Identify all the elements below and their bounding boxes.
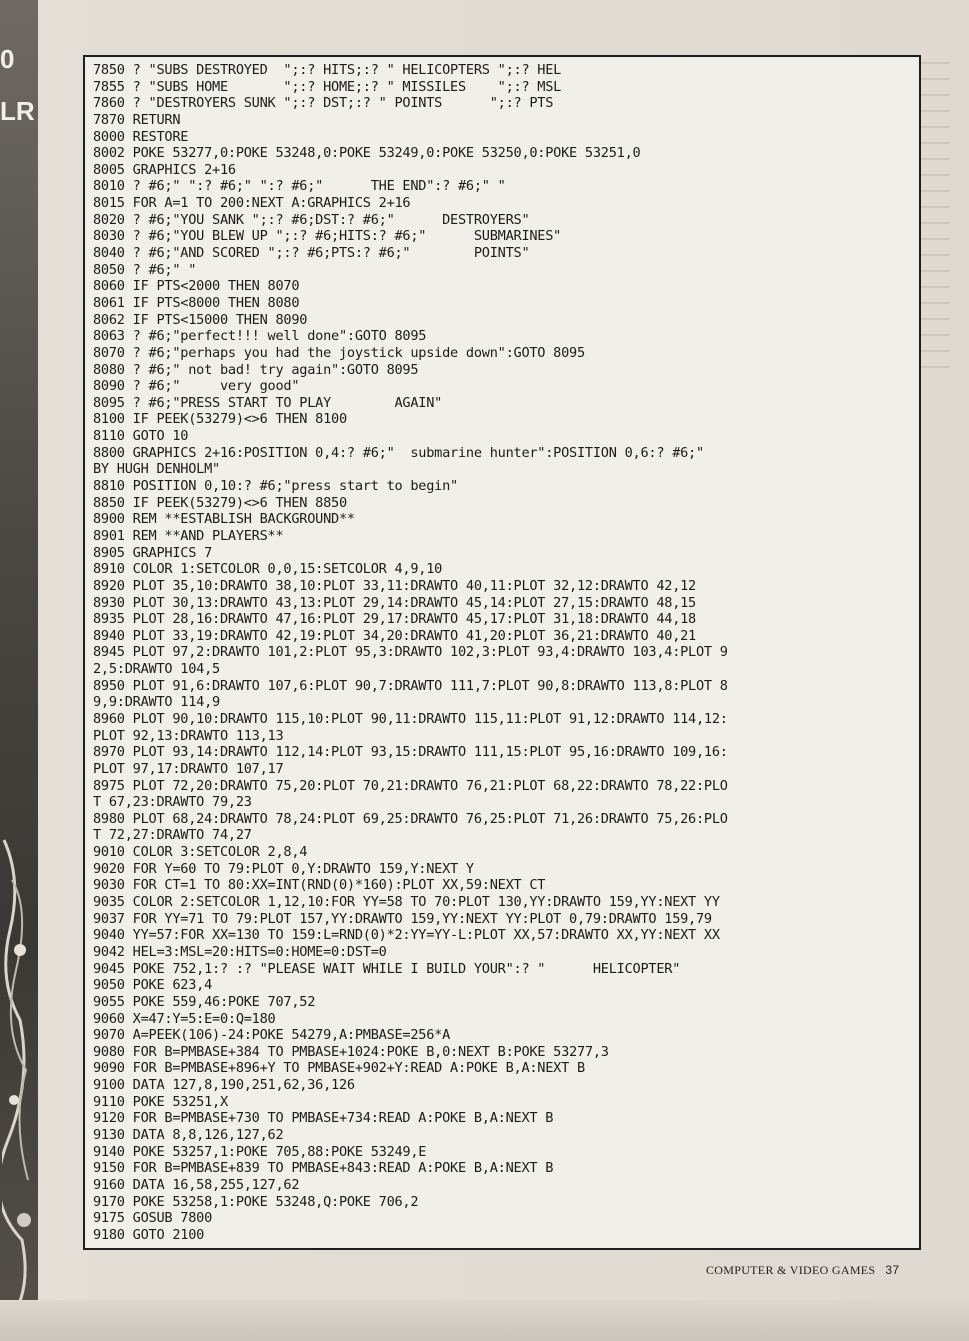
program-listing-box: [83, 55, 921, 1250]
code-line: 8070 ? #6;"perhaps you had the joystick upside down":GOTO 8095: [93, 344, 585, 361]
code-line: 9,9:DRAWTO 114,9: [93, 694, 220, 711]
code-line: 9100 DATA 127,8,190,251,62,36,126: [93, 1077, 355, 1094]
code-line: 8100 IF PEEK(53279)<>6 THEN 8100: [93, 411, 347, 428]
code-line: BY HUGH DENHOLM": [93, 461, 220, 478]
page-bottom-edge: [0, 1300, 969, 1341]
code-line: 8810 POSITION 0,10:? #6;"press start to begin": [93, 478, 458, 495]
code-line: 8980 PLOT 68,24:DRAWTO 78,24:PLOT 69,25:DRAWTO 76,25:PLOT 71,26:DRAWTO 75,26:PLO: [93, 810, 728, 827]
code-line: 9040 YY=57:FOR XX=130 TO 159:L=RND(0)*2:YY=YY-L:PLOT XX,57:DRAWTO XX,YY:NEXT XX: [93, 927, 720, 944]
code-line: 8020 ? #6;"YOU SANK ";:? #6;DST:? #6;" DESTROYERS": [93, 211, 530, 228]
code-line: 9120 FOR B=PMBASE+730 TO PMBASE+734:READ A:POKE B,A:NEXT B: [93, 1110, 554, 1127]
code-line: 8900 REM **ESTABLISH BACKGROUND**: [93, 511, 355, 528]
code-line: 8110 GOTO 10: [93, 428, 189, 445]
code-line: 9010 COLOR 3:SETCOLOR 2,8,4: [93, 844, 308, 861]
page-number: 37: [885, 1263, 900, 1277]
code-line: 9180 GOTO 2100: [93, 1226, 205, 1243]
code-line: 8940 PLOT 33,19:DRAWTO 42,19:PLOT 34,20:DRAWTO 41,20:PLOT 36,21:DRAWTO 40,21: [93, 627, 696, 644]
code-line: 8015 FOR A=1 TO 200:NEXT A:GRAPHICS 2+16: [93, 195, 411, 212]
code-line: PLOT 92,13:DRAWTO 113,13: [93, 727, 284, 744]
code-line: 8090 ? #6;" very good": [93, 378, 300, 395]
code-line: 8061 IF PTS<8000 THEN 8080: [93, 294, 300, 311]
code-line: 9030 FOR CT=1 TO 80:XX=INT(RND(0)*160):PLOT XX,59:NEXT CT: [93, 877, 546, 894]
code-line: 9045 POKE 752,1:? :? "PLEASE WAIT WHILE I BUILD YOUR":? " HELICOPTER": [93, 960, 681, 977]
code-line: 8060 IF PTS<2000 THEN 8070: [93, 278, 300, 295]
code-line: 8920 PLOT 35,10:DRAWTO 38,10:PLOT 33,11:DRAWTO 40,11:PLOT 32,12:DRAWTO 42,12: [93, 577, 696, 594]
code-line: 8030 ? #6;"YOU BLEW UP ";:? #6;HITS:? #6;" SUBMARINES": [93, 228, 562, 245]
code-line: 8062 IF PTS<15000 THEN 8090: [93, 311, 308, 328]
code-line: 9037 FOR YY=71 TO 79:PLOT 157,YY:DRAWTO 159,YY:NEXT YY:PLOT 0,79:DRAWTO 159,79: [93, 910, 712, 927]
code-line: 9160 DATA 16,58,255,127,62: [93, 1176, 300, 1193]
code-line: 8095 ? #6;"PRESS START TO PLAY AGAIN": [93, 394, 443, 411]
code-line: 9080 FOR B=PMBASE+384 TO PMBASE+1024:POKE B,0:NEXT B:POKE 53277,3: [93, 1043, 609, 1060]
code-line: 7870 RETURN: [93, 111, 181, 128]
code-line: 8002 POKE 53277,0:POKE 53248,0:POKE 53249,0:POKE 53250,0:POKE 53251,0: [93, 145, 641, 162]
code-line: 8010 ? #6;" ":? #6;" ":? #6;" THE END":? #6;" ": [93, 178, 506, 195]
code-line: 9090 FOR B=PMBASE+896+Y TO PMBASE+902+Y:READ A:POKE B,A:NEXT B: [93, 1060, 585, 1077]
code-line: 8063 ? #6;"perfect!!! well done":GOTO 8095: [93, 328, 427, 345]
code-line: 9055 POKE 559,46:POKE 707,52: [93, 993, 316, 1010]
code-line: 8935 PLOT 28,16:DRAWTO 47,16:PLOT 29,17:DRAWTO 45,17:PLOT 31,18:DRAWTO 44,18: [93, 611, 696, 628]
page-footer: [706, 1263, 899, 1278]
code-line: 8960 PLOT 90,10:DRAWTO 115,10:PLOT 90,11:DRAWTO 115,11:PLOT 91,12:DRAWTO 114,12:: [93, 710, 728, 727]
side-fragment-bottom: LR: [0, 96, 35, 126]
code-line: 7850 ? "SUBS DESTROYED ";:? HITS;:? " HELICOPTERS ";:? HEL: [93, 62, 562, 78]
code-line: 8050 ? #6;" ": [93, 261, 197, 278]
publication-name: COMPUTER & VIDEO GAMES: [706, 1263, 876, 1277]
code-line: 9150 FOR B=PMBASE+839 TO PMBASE+843:READ A:POKE B,A:NEXT B: [93, 1160, 554, 1177]
code-line: 8080 ? #6;" not bad! try again":GOTO 8095: [93, 361, 419, 378]
code-line: 8901 REM **AND PLAYERS**: [93, 527, 284, 544]
code-line: 8850 IF PEEK(53279)<>6 THEN 8850: [93, 494, 347, 511]
code-line: 9042 HEL=3:MSL=20:HITS=0:HOME=0:DST=0: [93, 943, 387, 960]
code-line: 2,5:DRAWTO 104,5: [93, 661, 220, 678]
code-line: PLOT 97,17:DRAWTO 107,17: [93, 760, 284, 777]
code-line: 8930 PLOT 30,13:DRAWTO 43,13:PLOT 29,14:DRAWTO 45,14:PLOT 27,15:DRAWTO 48,15: [93, 594, 696, 611]
code-line: 9020 FOR Y=60 TO 79:PLOT 0,Y:DRAWTO 159,Y:NEXT Y: [93, 860, 474, 877]
code-line: 9130 DATA 8,8,126,127,62: [93, 1127, 284, 1143]
code-line: 8800 GRAPHICS 2+16:POSITION 0,4:? #6;" submarine hunter":POSITION 0,6:? #6;": [93, 444, 704, 461]
adjacent-page-strip: [0, 0, 38, 1341]
adjacent-illustration: [2, 820, 36, 1320]
code-line: T 67,23:DRAWTO 79,23: [93, 794, 252, 811]
code-line: 8005 GRAPHICS 2+16: [93, 161, 236, 178]
code-line: 8000 RESTORE: [93, 128, 189, 145]
code-line: 8910 COLOR 1:SETCOLOR 0,0,15:SETCOLOR 4,9,10: [93, 561, 443, 578]
code-line: 8945 PLOT 97,2:DRAWTO 101,2:PLOT 95,3:DRAWTO 102,3:PLOT 93,4:DRAWTO 103,4:PLOT 9: [93, 644, 728, 661]
side-fragment-top: 0: [0, 44, 15, 74]
code-line: 9070 A=PEEK(106)-24:POKE 54279,A:PMBASE=256*A: [93, 1027, 451, 1044]
code-line: T 72,27:DRAWTO 74,27: [93, 827, 252, 844]
code-line: 9060 X=47:Y=5:E=0:Q=180: [93, 1010, 276, 1027]
code-line: 8040 ? #6;"AND SCORED ";:? #6;PTS:? #6;" POINTS": [93, 245, 530, 262]
code-line: 8975 PLOT 72,20:DRAWTO 75,20:PLOT 70,21:DRAWTO 76,21:PLOT 68,22:DRAWTO 78,22:PLO: [93, 777, 728, 794]
code-line: 7855 ? "SUBS HOME ";:? HOME;:? " MISSILES ";:? MSL: [93, 78, 562, 95]
code-line: 9035 COLOR 2:SETCOLOR 1,12,10:FOR YY=58 TO 70:PLOT 130,YY:DRAWTO 159,YY:NEXT YY: [93, 894, 720, 911]
code-line: 8970 PLOT 93,14:DRAWTO 112,14:PLOT 93,15:DRAWTO 111,15:PLOT 95,16:DRAWTO 109,16:: [93, 744, 728, 761]
code-line: 9175 GOSUB 7800: [93, 1210, 213, 1227]
code-line: 8950 PLOT 91,6:DRAWTO 107,6:PLOT 90,7:DRAWTO 111,7:PLOT 90,8:DRAWTO 113,8:PLOT 8: [93, 677, 728, 694]
code-line: 7860 ? "DESTROYERS SUNK ";:? DST;:? " POINTS ";:? PTS: [93, 95, 554, 112]
code-line: 9170 POKE 53258,1:POKE 53248,Q:POKE 706,2: [93, 1193, 419, 1210]
code-line: 9110 POKE 53251,X: [93, 1093, 228, 1110]
code-line: 9140 POKE 53257,1:POKE 705,88:POKE 53249,E: [93, 1143, 427, 1160]
code-line: 8905 GRAPHICS 7: [93, 544, 213, 561]
code-line: 9050 POKE 623,4: [93, 977, 213, 994]
